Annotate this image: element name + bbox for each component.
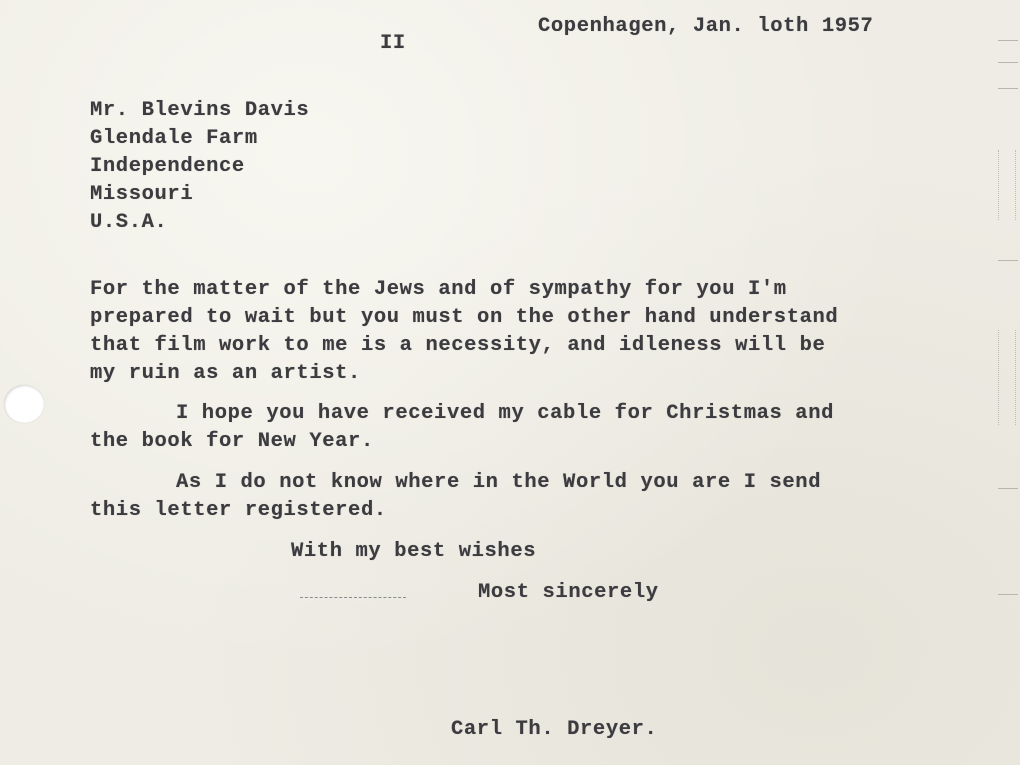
body-line: prepared to wait but you must on the other hand understand — [90, 306, 839, 329]
edge-mark — [998, 594, 1018, 595]
body-line: that film work to me is a necessity, and idleness will be — [90, 334, 826, 357]
edge-mark — [998, 88, 1018, 89]
recipient-address-line: U.S.A. — [90, 211, 168, 234]
body-line: this letter registered. — [90, 499, 387, 522]
edge-perforation — [998, 150, 1016, 220]
closing-wishes: With my best wishes — [291, 540, 537, 563]
edge-mark — [998, 40, 1018, 41]
closing-sincerely: Most sincerely — [478, 581, 659, 604]
edge-mark — [998, 488, 1018, 489]
recipient-name: Mr. Blevins Davis — [90, 99, 310, 122]
body-line: As I do not know where in the World you are I send — [176, 471, 822, 494]
place-date: Copenhagen, Jan. loth 1957 — [538, 15, 874, 38]
body-line: I hope you have received my cable for Christmas and — [176, 402, 835, 425]
punch-hole — [4, 385, 44, 423]
recipient-address-line: Missouri — [90, 183, 194, 206]
recipient-address-line: Glendale Farm — [90, 127, 258, 150]
page-number: II — [380, 32, 406, 55]
recipient-address-line: Independence — [90, 155, 245, 178]
signature-name: Carl Th. Dreyer. — [451, 718, 658, 741]
signature-dash — [300, 597, 406, 598]
body-line: the book for New Year. — [90, 430, 374, 453]
body-line: my ruin as an artist. — [90, 362, 361, 385]
body-line: For the matter of the Jews and of sympathy for you I'm — [90, 278, 787, 301]
edge-mark — [998, 260, 1018, 261]
edge-mark — [998, 62, 1018, 63]
edge-perforation — [998, 330, 1016, 425]
